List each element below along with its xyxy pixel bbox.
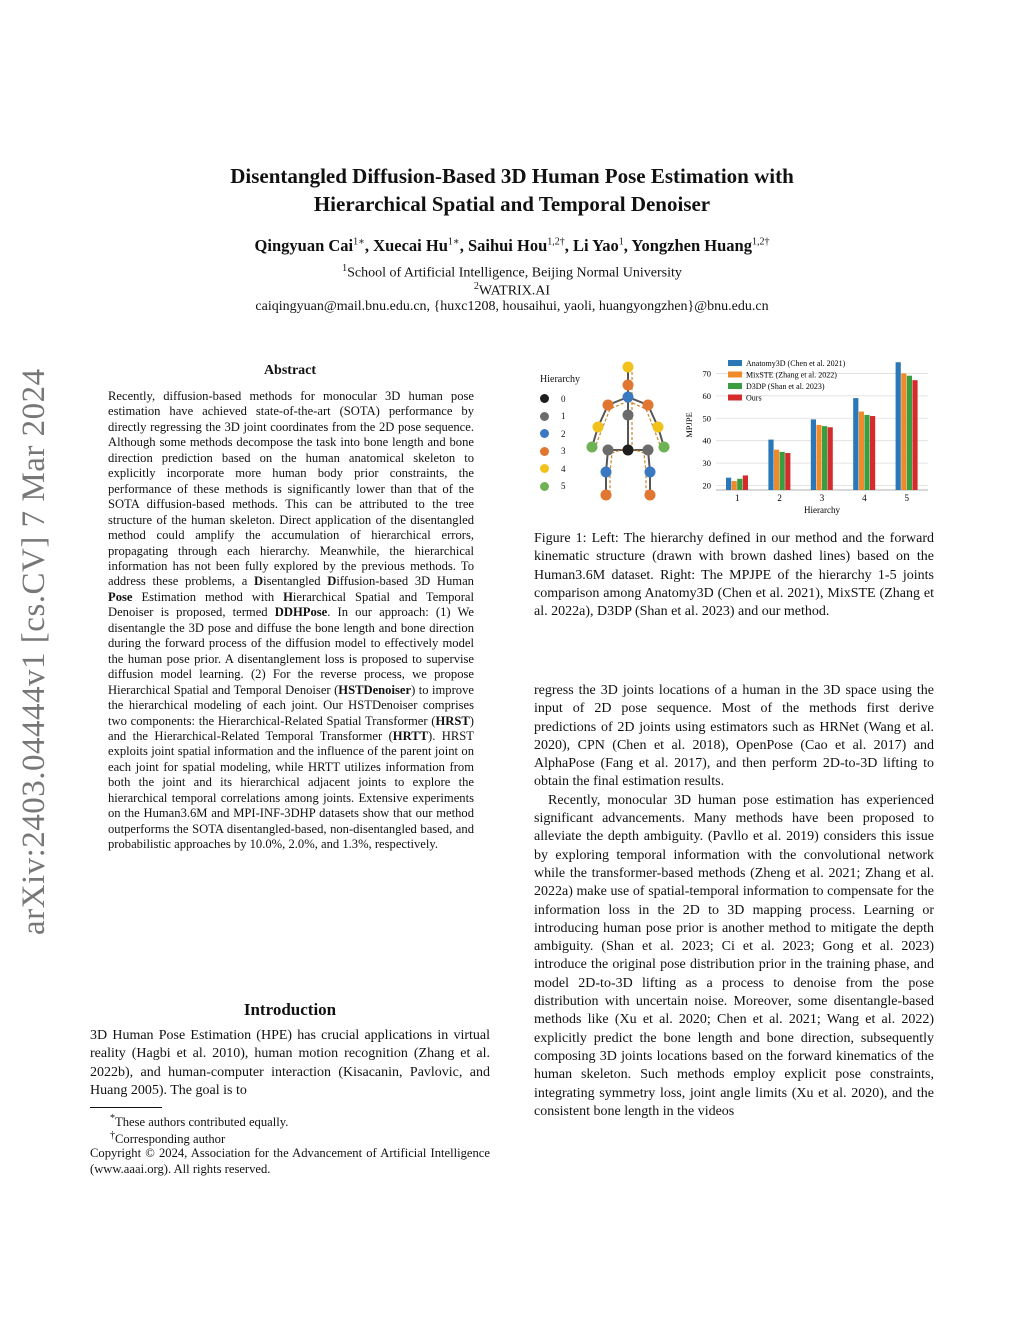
abstract-bold: HRTT bbox=[392, 728, 429, 743]
title-line-1: Disentangled Diffusion-Based 3D Human Pose Estimation with bbox=[230, 164, 794, 188]
hierarchy-color-dot bbox=[540, 394, 549, 403]
hierarchy-level-label: 4 bbox=[561, 463, 566, 474]
y-tick-label: 60 bbox=[702, 390, 711, 401]
x-tick-label: 4 bbox=[862, 493, 867, 503]
legend-label: MixSTE (Zhang et al. 2022) bbox=[746, 370, 837, 380]
hierarchy-legend-item bbox=[540, 408, 566, 426]
hierarchy-legend-item bbox=[540, 425, 566, 443]
hierarchy-legend-item bbox=[540, 443, 566, 461]
abstract-text: ierarchical Spatial and Temporal Denoiser is proposed, termed bbox=[108, 589, 474, 620]
author-list: Qingyuan Cai$^{1∗}$, Xuecai $Hu^{1∗}$, Saihui Hou$^{1,2\dagger}$, Li Yao$^1$, Yongzhen Huang$^{1,2\dagger}$ bbox=[254, 236, 770, 255]
x-tick-label: 1 bbox=[734, 493, 740, 503]
joint bbox=[623, 445, 634, 456]
legend-swatch bbox=[728, 360, 742, 366]
bar-ours bbox=[785, 453, 790, 490]
bar-d3dp bbox=[780, 452, 785, 490]
bar-anatomy3d bbox=[768, 440, 773, 490]
x-tick-label: 2 bbox=[777, 493, 782, 503]
author: Saihui Hou bbox=[467, 236, 548, 255]
joint bbox=[623, 392, 634, 403]
abstract-text: . In our approach: (1) We disentangle the 3D pose and diffuse the bone length and bone direction during the forward process of the diffusion model to effectively model the human pose prior. A disentanglement loss is proposed to supervise diffusion model learning. (2) For the reverse process, we propose Hierarchical Spatial and Temporal Denoiser ( bbox=[108, 605, 474, 697]
affiliation-2 bbox=[0, 281, 1024, 300]
legend-swatch bbox=[728, 395, 742, 401]
hierarchy-level-label: 3 bbox=[561, 446, 566, 457]
author: Yongzhen Huang bbox=[631, 236, 752, 255]
paragraph: regress the 3D joints locations of a human in the 3D space using the input of 2D pose sequence. Most of the methods first derive predictions of 2D joints using estimators such as HRNet (Wang et al. 2020), CPN (Chen et al. 2018), OpenPose (Cao et al. 2017) and AlphaPose (Fang et al. 2017), and then perform 2D-to-3D lifting to obtain the final estimation results. bbox=[534, 683, 934, 790]
y-tick-label: 50 bbox=[702, 413, 711, 424]
mpjpe-bar-chart bbox=[680, 352, 934, 517]
bar-ours bbox=[828, 427, 833, 490]
abstract-bold: H bbox=[283, 589, 293, 604]
abstract-text: iffusion-based 3D Human bbox=[336, 574, 474, 589]
joint bbox=[601, 490, 612, 501]
emails: caiqingyuan@mail.bnu.edu.cn, {huxc1208, housaihui, yaoli, huangyongzhen}@bnu.edu.cn bbox=[255, 299, 769, 314]
abstract-text: Estimation method with bbox=[132, 589, 284, 604]
paragraph: Recently, monocular 3D human pose estimation has experienced significant advancements. Many methods have been proposed to alleviate the depth ambiguity. (Pavllo et al. 2019) considers this issue by exploring temporal information with the convolutional network while the transformer-based methods (Zheng et al. 2021; Zhang et al. 2022a) make use of spatial-temporal information to compensate for the information loss in the 2D to 3D mapping process. Learning or introducing human pose prior is another method to mitigate the depth ambiguity. (Shan et al. 2023; Ci et al. 2023; Gong et al. 2023) introduce the original pose distribution prior in the training phase, and model 2D-to-3D lifting as a process to denoise from the pose distribution with uncertain noise. Moreover, some disentangle-based methods like (Xu et al. 2020; Chen et al. 2021; Wang et al. 2022) explicitly predict the bone length and bone direction, subsequently composing 3D joints locations based on the forward kinematics of the human skeleton. Such methods employ explicit pose constraints, integrating symmetry loss, joint angle limits (Xu et al. 2020), and the consistent bone length in the videos bbox=[534, 792, 934, 1119]
joint bbox=[653, 422, 664, 433]
joint bbox=[601, 467, 612, 478]
author: Xuecai Hu bbox=[373, 236, 448, 255]
affil-text: WATRIX.AI bbox=[478, 283, 551, 299]
legend-label: Anatomy3D (Chen et al. 2021) bbox=[746, 359, 846, 368]
figure-1-caption: Figure 1: Left: The hierarchy defined in our method and the forward kinematic structure (drawn with brown dashed lines) based on the Human3.6M dataset. Right: The MPJPE of the hierarchy 1-5 joints comparison among Anatomy3D (Chen et al. 2021), MixSTE (Zhang et al. 2022a), D3DP (Shan et al. 2023) and our method. bbox=[534, 531, 934, 620]
bar-ours bbox=[870, 416, 875, 490]
bar-anatomy3d bbox=[896, 362, 901, 490]
bar-mixste bbox=[774, 450, 779, 490]
hierarchy-color-dot bbox=[540, 412, 549, 421]
hierarchy-level-label: 1 bbox=[561, 411, 566, 422]
footnote-rule bbox=[90, 1107, 162, 1108]
abstract-bold: D bbox=[254, 574, 264, 589]
x-tick-label: 3 bbox=[819, 493, 825, 503]
author-sup: 1∗ bbox=[353, 236, 365, 248]
hierarchy-legend bbox=[540, 390, 566, 495]
fn-sup: † bbox=[110, 1130, 115, 1141]
bar-d3dp bbox=[864, 415, 869, 490]
joint bbox=[593, 422, 604, 433]
bar-d3dp bbox=[737, 479, 742, 490]
joint bbox=[603, 445, 614, 456]
author: Qingyuan Cai bbox=[254, 236, 354, 255]
bar-mixste bbox=[816, 425, 821, 490]
hierarchy-legend-item bbox=[540, 460, 566, 478]
fn-text: These authors contributed equally. bbox=[115, 1115, 289, 1130]
affil-text: School of Artificial Intelligence, Beijing Normal University bbox=[347, 265, 682, 281]
author-sup: 1∗ bbox=[447, 236, 460, 248]
bar-anatomy3d bbox=[811, 419, 816, 490]
hierarchy-color-dot bbox=[540, 464, 549, 473]
joint bbox=[603, 400, 614, 411]
hierarchy-level-label: 2 bbox=[561, 428, 566, 439]
abstract-heading: Abstract bbox=[263, 363, 317, 378]
abstract-bold: D bbox=[327, 574, 337, 589]
bar-ours bbox=[912, 380, 917, 490]
joint bbox=[643, 445, 654, 456]
paper-title bbox=[0, 162, 1024, 218]
bar-anatomy3d bbox=[853, 398, 858, 490]
joint bbox=[659, 442, 670, 453]
joint bbox=[623, 362, 634, 373]
intro-paragraph: 3D Human Pose Estimation (HPE) has crucial applications in virtual reality (Hagbi et al. 2010), human motion recognition (Zhang et al. 2022b), and human-computer interaction (Kisacanin, Pavlovic, and Huang 2005). The goal is to bbox=[90, 1028, 490, 1098]
joint bbox=[643, 400, 654, 411]
bar-mixste bbox=[901, 373, 906, 490]
abstract-text: isentangled bbox=[263, 574, 328, 589]
right-column bbox=[534, 682, 934, 1121]
abstract-body bbox=[108, 389, 474, 853]
bar-mixste bbox=[732, 481, 737, 490]
y-tick-label: 70 bbox=[702, 368, 711, 379]
joint bbox=[645, 467, 656, 478]
y-tick-label: 40 bbox=[702, 435, 711, 446]
x-axis-label: Hierarchy bbox=[804, 505, 840, 515]
affil-sup: 1 bbox=[342, 263, 348, 274]
abstract-bold: DDHPose bbox=[274, 605, 328, 620]
author-sup: 1 bbox=[618, 236, 624, 248]
intro-heading: Introduction bbox=[243, 1000, 337, 1019]
hierarchy-level-label: 0 bbox=[561, 393, 566, 404]
author-sup: 1,2† bbox=[751, 236, 770, 248]
hierarchy-color-dot bbox=[540, 447, 549, 456]
legend-label: D3DP (Shan et al. 2023) bbox=[746, 382, 825, 391]
x-tick-label: 5 bbox=[904, 493, 910, 503]
joint bbox=[623, 410, 634, 421]
y-tick-label: 30 bbox=[702, 458, 711, 469]
bar-d3dp bbox=[822, 426, 827, 490]
abstract-text: ). HRST exploits joint spatial information and the influence of the parent joint on each joint for spatial modeling, while HRTT utilizes information from both the joint and its hierarchical adjacent joints to explore the hierarchical temporal correlations among joints. Extensive experiments on the Human3.6M and MPI-INF-3DHP datasets show that our method outperforms the SOTA disentangled-based, non-disentangled based, and probabilistic approaches by 10.0%, 2.0%, and 1.3%, respectively. bbox=[108, 728, 474, 852]
legend-swatch bbox=[728, 372, 742, 378]
abstract-bold: HSTDenoiser bbox=[338, 682, 412, 697]
copyright-notice: Copyright © 2024, Association for the Advancement of Artificial Intelligence (www.aaai.org). All rights reserved. bbox=[90, 1146, 490, 1176]
hierarchy-color-dot bbox=[540, 482, 549, 491]
arxiv-stamp: arXiv:2403.04444v1 [cs.CV] 7 Mar 2024 bbox=[16, 368, 52, 935]
hierarchy-legend-item bbox=[540, 478, 566, 496]
bar-mixste bbox=[859, 412, 864, 490]
legend-label: Ours bbox=[746, 393, 762, 403]
affiliation-1 bbox=[0, 263, 1024, 282]
figure-1 bbox=[534, 352, 934, 522]
hierarchy-color-dot bbox=[540, 429, 549, 438]
bar-ours bbox=[743, 475, 748, 490]
y-axis-label: MPJPE bbox=[684, 412, 694, 438]
bar-anatomy3d bbox=[726, 478, 731, 490]
abstract-bold: HRST bbox=[435, 713, 470, 728]
abstract-text: ) to improve the hierarchical modeling of each joint. Our HSTDenoiser comprises two components: the Hierarchical-Related Spatial Transformer ( bbox=[108, 682, 474, 728]
bar-d3dp bbox=[907, 376, 912, 490]
title-line-2: Hierarchical Spatial and Temporal Denoiser bbox=[313, 192, 711, 216]
abstract-text: ) and the Hierarchical-Related Temporal Transformer ( bbox=[108, 713, 474, 743]
hierarchy-legend-item bbox=[540, 390, 566, 408]
hierarchy-level-label: 5 bbox=[561, 481, 566, 492]
joint bbox=[645, 490, 656, 501]
fn-sup: * bbox=[110, 1113, 115, 1124]
affil-sup: 2 bbox=[473, 281, 479, 292]
legend-swatch bbox=[728, 383, 742, 389]
fn-text: Corresponding author bbox=[115, 1132, 226, 1147]
joint bbox=[587, 442, 598, 453]
abstract-text: Recently, diffusion-based methods for monocular 3D human pose estimation have achieved state-of-the-art (SOTA) performance by directly regressing the 3D joint coordinates from the 2D pose sequence. Although some methods decompose the task into bone length and bone direction prediction based on the human anatomical skeleton to explicitly incorporate more human body prior constraints, the performance of these methods is significantly lower than that of the SOTA diffusion-based methods. This can be attributed to the tree structure of the human skeleton. Direct application of the disentangled method could amplify the accumulation of hierarchical errors, propagating through each hierarchy. Meanwhile, the hierarchical information has not been fully explored by the previous methods. To address these problems, a bbox=[108, 389, 474, 589]
abstract-bold: Pose bbox=[108, 589, 133, 604]
y-tick-label: 20 bbox=[702, 480, 711, 491]
joint bbox=[623, 380, 634, 391]
author-sup: 1,2† bbox=[547, 236, 565, 248]
author: Li Yao bbox=[573, 236, 619, 255]
hierarchy-legend-title: Hierarchy bbox=[540, 374, 580, 385]
